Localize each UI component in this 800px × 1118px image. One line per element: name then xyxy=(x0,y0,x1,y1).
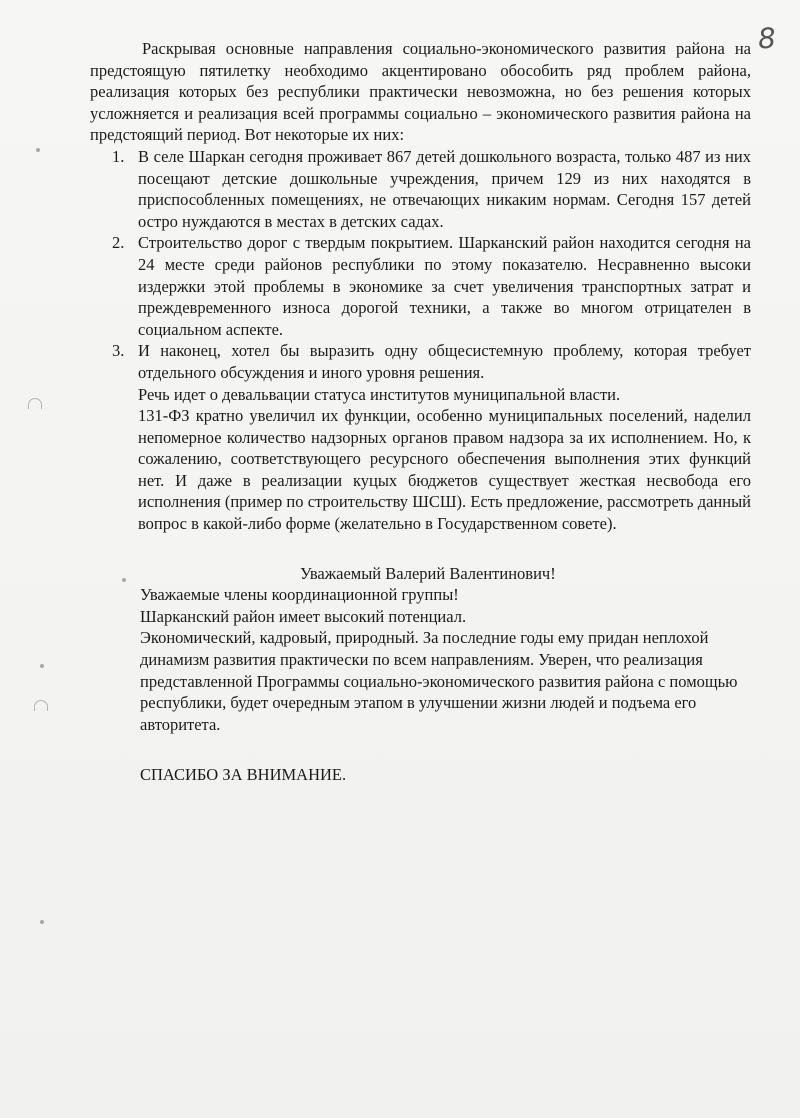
list-item-text: В селе Шаркан сегодня проживает 867 детей дошкольного возраста, только 487 из них посещают детские дошкольные учреждения, причем 129 из них находятся в приспособленных помещениях, не отвечающих никаким нормам. Сегодня 157 детей остро нуждаются в местах в детских садах. xyxy=(138,146,751,231)
list-item-text: Строительство дорог с твердым покрытием. Шарканский район находится сегодня на 24 месте среди районов республики по этому показателю. Несравненно высоки издержки этой проблемы в экономике за счет увеличения транспортных затрат и преждевременного износа дорогой техники, а также во многом отрицателен в социальном аспекте. xyxy=(138,233,751,339)
list-item-number: 3. xyxy=(112,341,125,361)
page-number: 8 xyxy=(756,21,777,56)
closing-line: Уважаемые члены координационной группы! xyxy=(140,585,459,605)
scan-speck xyxy=(36,148,40,152)
list-item-text: И наконец, хотел бы выразить одну общесистемную проблему, которая требует отдельного обсуждения и иного уровня решения. xyxy=(138,341,751,382)
list-item-subparagraph: Речь идет о девальвации статуса институтов муниципальной власти. xyxy=(138,384,621,404)
scan-speck xyxy=(40,664,44,668)
list-item xyxy=(112,146,751,232)
intro-paragraph: Раскрывая основные направления социально-экономического развития района на предстоящую пятилетку необходимо акцентировано обособить ряд проблем района, реализация которых без республики практически невозможна, но без решения которых усложняется и реализация всей программы социально – экономического развития района на предстоящий период. Вот некоторые их них: xyxy=(90,39,751,145)
closing-section xyxy=(90,584,751,786)
scan-speck xyxy=(40,920,44,924)
greeting-heading: Уважаемый Валерий Валентинович! xyxy=(300,563,556,583)
list-item-subparagraph: 131-ФЗ кратно увеличил их функции, особенно муниципальных поселений, наделил непомерное количество надзорных органов правом надзора за их исполнением. Но, к сожалению, соответствующего ресурсного обеспечения выполнения этих функций нет. И даже в реализации куцых бюджетов существует жесткая несвобода его исполнения (пример по строительству ШСШ). Есть предложение, рассмотреть данный вопрос в какой-либо форме (желательно в Государственном совете). xyxy=(138,406,751,534)
document-body xyxy=(90,38,751,786)
closing-line: Шарканский район имеет высокий потенциал. xyxy=(140,606,467,626)
list-item xyxy=(112,232,751,340)
list-item-number: 1. xyxy=(112,146,125,166)
punch-hole-mark xyxy=(28,398,42,409)
issues-list xyxy=(90,146,751,535)
thanks-line: СПАСИБО ЗА ВНИМАНИЕ. xyxy=(140,765,347,785)
list-item xyxy=(112,340,751,534)
punch-hole-mark xyxy=(34,700,48,711)
list-item-number: 2. xyxy=(112,233,125,253)
closing-line: Экономический, кадровый, природный. За последние годы ему придан неплохой динамизм развития практически по всем направлениям. Уверен, что реализация представленной Программы социально-экономического развития района с помощью республики, будет очередным этапом в улучшении жизни людей и подъема его авторитета. xyxy=(140,628,738,734)
